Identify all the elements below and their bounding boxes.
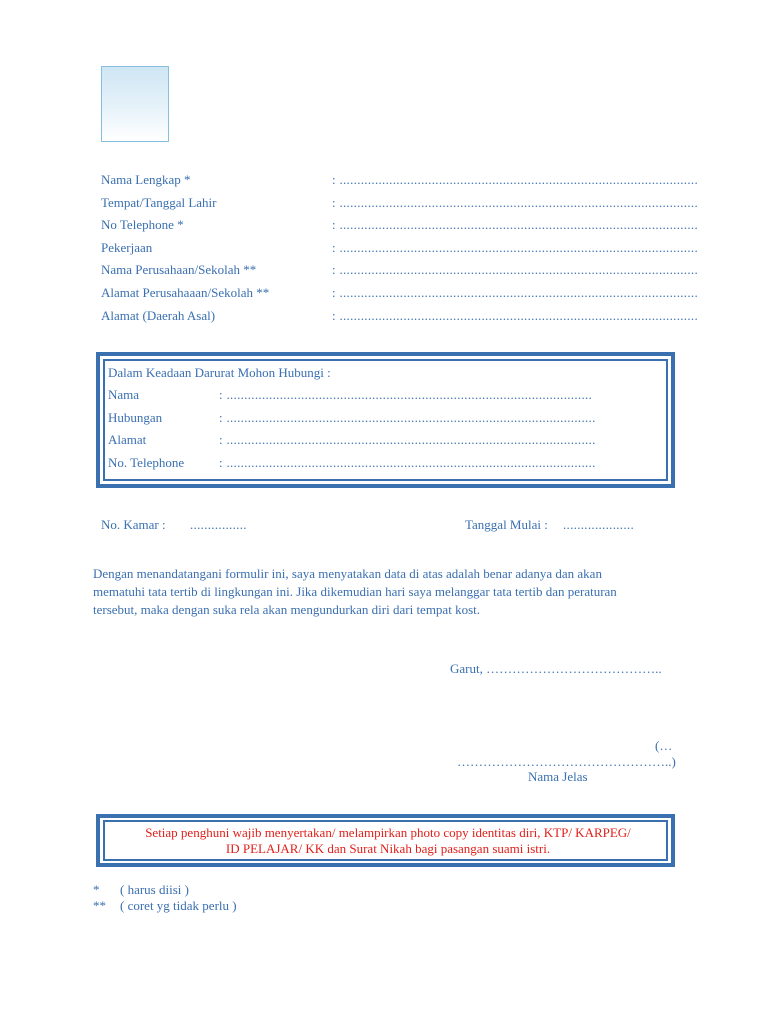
footnote-text-required: ( harus diisi ) bbox=[120, 882, 189, 897]
field-label-alamat-daerah-asal: Alamat (Daerah Asal) bbox=[101, 308, 216, 323]
tanggal-mulai-label: Tanggal Mulai : bbox=[465, 517, 548, 532]
notice-line: ID PELAJAR/ KK dan Surat Nikah bagi pasangan suami istri. bbox=[225, 841, 551, 856]
field-label-pekerjaan: Pekerjaan bbox=[101, 240, 153, 255]
emergency-value-hubungan[interactable]: : ........................................................................................................ bbox=[219, 410, 596, 425]
field-value-nama-lengkap[interactable]: : ..................................................................................................... bbox=[332, 172, 699, 187]
statement-paragraph bbox=[93, 565, 693, 619]
field-value-tempat-tanggal-lahir[interactable]: : ..................................................................................................... bbox=[332, 195, 699, 210]
field-label-nama-perusahaan: Nama Perusahaan/Sekolah ** bbox=[101, 262, 257, 277]
kamar-label: No. Kamar : bbox=[101, 517, 166, 532]
emergency-title: Dalam Keadaan Darurat Mohon Hubungi : bbox=[108, 365, 331, 380]
field-value-alamat-perusahaan[interactable]: : ..................................................................................................... bbox=[332, 285, 699, 300]
photo-placeholder bbox=[101, 66, 169, 142]
field-label-tempat-tanggal-lahir: Tempat/Tanggal Lahir bbox=[101, 195, 217, 210]
tanggal-mulai-value[interactable]: .................... bbox=[563, 517, 634, 532]
statement-line: tersebut, maka dengan suka rela akan mengundurkan diri dari tempat kost. bbox=[93, 602, 480, 617]
emergency-value-nama[interactable]: : ....................................................................................................... bbox=[219, 387, 593, 402]
statement-line: mematuhi tata tertib di lingkungan ini. Jika dikemudian hari saya melanggar tata tertib dan peraturan bbox=[93, 584, 617, 599]
field-value-nama-perusahaan[interactable]: : ..................................................................................................... bbox=[332, 262, 699, 277]
emergency-label-telephone: No. Telephone bbox=[108, 455, 185, 470]
signature-place-date[interactable]: Garut, ………………………………….. bbox=[450, 661, 662, 676]
field-value-pekerjaan[interactable]: : ..................................................................................................... bbox=[332, 240, 699, 255]
emergency-label-hubungan: Hubungan bbox=[108, 410, 163, 425]
emergency-label-alamat: Alamat bbox=[108, 432, 147, 447]
emergency-value-alamat[interactable]: : ........................................................................................................ bbox=[219, 432, 596, 447]
notice-line: Setiap penghuni wajib menyertakan/ melampirkan photo copy identitas diri, KTP/ KARPEG/ bbox=[145, 825, 631, 840]
signature-line[interactable]: …………………………………………..) bbox=[457, 754, 676, 769]
footnote-text-strike: ( coret yg tidak perlu ) bbox=[120, 898, 237, 913]
field-value-alamat-daerah-asal[interactable]: : ..................................................................................................... bbox=[332, 308, 699, 323]
field-value-no-telephone[interactable]: : ..................................................................................................... bbox=[332, 217, 699, 232]
footnote-mark-required: * bbox=[93, 882, 100, 897]
signature-open-paren: (… bbox=[655, 738, 673, 753]
kamar-value[interactable]: ................ bbox=[190, 517, 247, 532]
signature-name-label: Nama Jelas bbox=[528, 769, 588, 784]
footnote-mark-strike: ** bbox=[93, 898, 106, 913]
notice-text bbox=[108, 825, 668, 857]
emergency-label-nama: Nama bbox=[108, 387, 140, 402]
field-label-no-telephone: No Telephone * bbox=[101, 217, 184, 232]
field-label-nama-lengkap: Nama Lengkap * bbox=[101, 172, 191, 187]
statement-line: Dengan menandatangani formulir ini, saya menyatakan data di atas adalah benar adanya dan akan bbox=[93, 566, 602, 581]
field-label-alamat-perusahaan: Alamat Perusahaaan/Sekolah ** bbox=[101, 285, 270, 300]
emergency-value-telephone[interactable]: : ........................................................................................................ bbox=[219, 455, 596, 470]
